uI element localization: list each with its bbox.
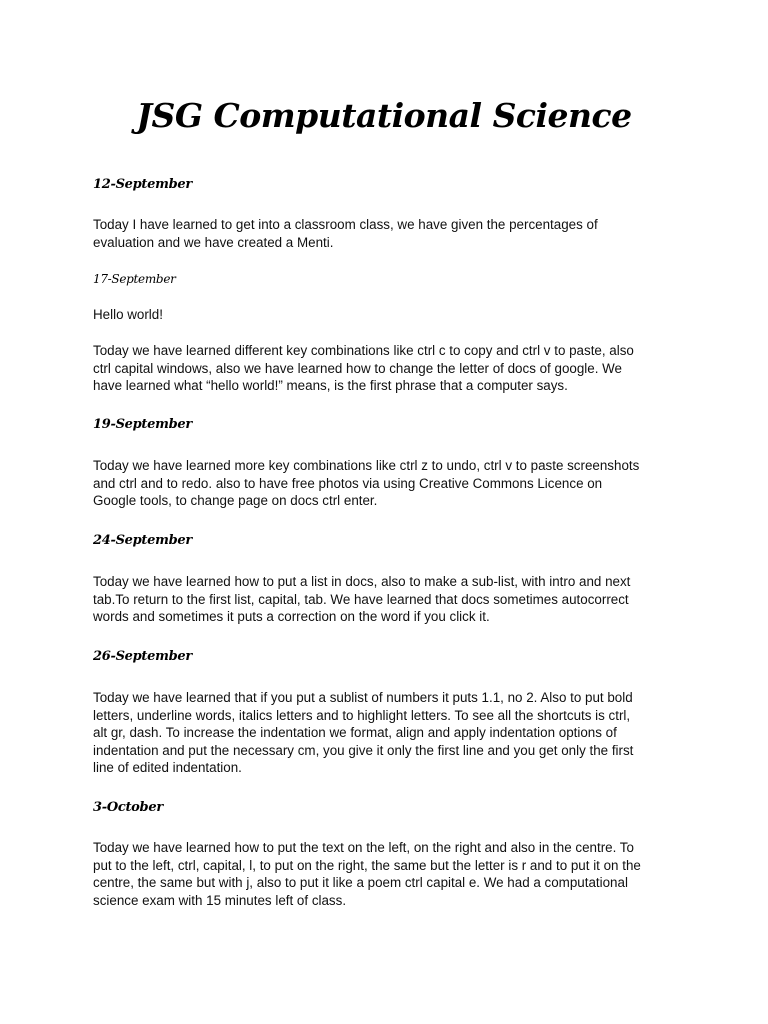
entry-date-3-october: 3-October <box>93 800 163 815</box>
document-title: JSG Computational Science <box>136 96 632 135</box>
entry-paragraph: Today we have learned how to put a list in docs, also to make a sub-list, with intro and next tab.To return to the first list, capital, tab. We have learned that docs sometimes autocorrect words and sometimes it puts a correction on the word if you click it. <box>93 574 631 624</box>
entry-paragraph: Hello world! <box>93 307 163 322</box>
entry-paragraph: Today we have learned that if you put a sublist of numbers it puts 1.1, no 2. Also to put bold letters, underline words, italics letters and to highlight letters. To see all the shortcuts is ctrl, alt gr, dash. To increase the indentation we format, align and apply indentation options of indentation and put the necessary cm, you give it only the first line and you get only the first line of edited indentation. <box>93 690 634 775</box>
entry-paragraph: Today we have learned how to put the text on the left, on the right and also in the centre. To put to the left, ctrl, capital, l, to put on the right, the same but the letter is r and to put it on the centre, the same but with j, also to put it like a poem ctrl capital e. We had a computational science exam with 15 minutes left of class. <box>93 840 641 908</box>
entry-paragraph: Today I have learned to get into a classroom class, we have given the percentages of evaluation and we have created a Menti. <box>93 217 598 250</box>
entry-date-26-september: 26-September <box>93 649 192 664</box>
entry-paragraph: Today we have learned more key combinations like ctrl z to undo, ctrl v to paste screenshots and ctrl and to redo. also to have free photos via using Creative Commons Licence on Google tools, to change page on docs ctrl enter. <box>93 458 640 508</box>
entry-date-24-september: 24-September <box>93 533 192 548</box>
entry-date-12-september: 12-September <box>93 177 192 192</box>
entry-paragraph: Today we have learned different key combinations like ctrl c to copy and ctrl v to paste, also ctrl capital windows, also we have learned how to change the letter of docs of google. We have learned what “hello world!” means, is the first phrase that a computer says. <box>93 343 634 393</box>
entry-date-19-september: 19-September <box>93 417 192 432</box>
entry-date-17-september: 17-September <box>93 272 176 286</box>
